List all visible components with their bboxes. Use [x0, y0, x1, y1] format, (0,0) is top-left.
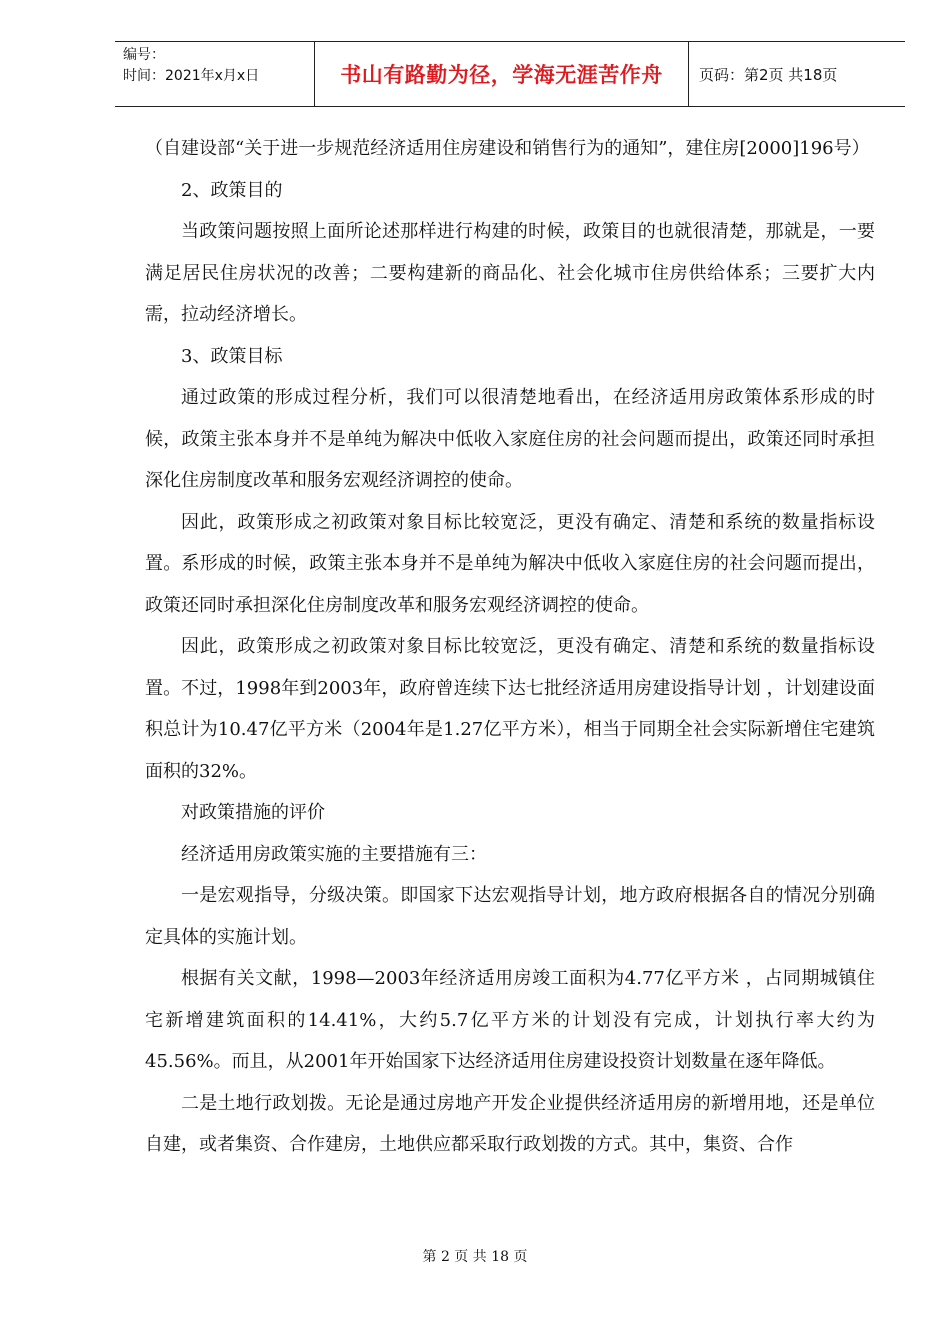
paragraph: 当政策问题按照上面所论述那样进行构建的时候，政策目的也就很清楚，那就是，一要满足居民住房状况的改善；二要构建新的商品化、社会化城市住房供给体系；三要扩大内需，拉动经济增长。 — [145, 221, 875, 325]
section-heading: 3、政策目标 — [181, 345, 283, 367]
number-label: 编号： — [123, 47, 165, 63]
paragraph: 经济适用房政策实施的主要措施有三： — [181, 843, 487, 865]
paragraph: 根据有关文献，1998—2003年经济适用房竣工面积为4.77亿平方米 ，占同期城镇住宅新增建筑面积的14.41%，大约5.7亿平方米的计划没有完成，计划执行率大约为45.56%。而且，从2001年开始国家下达经济适用住房建设投资计划数量在逐年降低。 — [145, 968, 875, 1072]
paragraph: 二是土地行政划拨。无论是通过房地产开发企业提供经济适用房的新增用地，还是单位自建，或者集资、合作建房，土地供应都采取行政划拨的方式。其中，集资、合作 — [145, 1092, 875, 1155]
paragraph: 因此，政策形成之初政策对象目标比较宽泛，更没有确定、清楚和系统的数量指标设置。系形成的时候，政策主张本身并不是单纯为解决中低收入家庭住房的社会问题而提出，政策还同时承担深化住房制度改革和服务宏观经济调控的使命。 — [145, 511, 875, 616]
paragraph: 因此，政策形成之初政策对象目标比较宽泛，更没有确定、清楚和系统的数量指标设置。不过，1998年到2003年，政府曾连续下达七批经济适用房建设指导计划 ，计划建设面积总计为10.47亿平方米（2004年是1.27亿平方米），相当于同期全社会实际新增住宅建筑面积的32%。 — [145, 636, 875, 782]
header-page-info: 页码：第2页 共18页 — [699, 65, 838, 84]
paragraph: 一是宏观指导，分级决策。即国家下达宏观指导计划，地方政府根据各自的情况分别确定具体的实施计划。 — [145, 885, 875, 948]
document-body — [145, 128, 875, 1166]
page-footer: 第 2 页 共 18 页 — [422, 1249, 528, 1265]
paragraph: （自建设部“关于进一步规范经济适用住房建设和销售行为的通知”，建住房[2000]196号） — [145, 138, 870, 159]
paragraph: 通过政策的形成过程分析，我们可以很清楚地看出，在经济适用房政策体系形成的时候，政策主张本身并不是单纯为解决中低收入家庭住房的社会问题而提出，政策还同时承担深化住房制度改革和服务宏观经济调控的使命。 — [145, 387, 875, 491]
section-heading: 对政策措施的评价 — [181, 802, 325, 823]
section-heading: 2、政策目的 — [181, 179, 283, 201]
header-meta — [115, 42, 315, 106]
time-label: 时间：2021年x月x日 — [123, 68, 260, 84]
header-motto: 书山有路勤为径，学海无涯苦作舟 — [315, 42, 689, 106]
page-header — [115, 41, 905, 107]
